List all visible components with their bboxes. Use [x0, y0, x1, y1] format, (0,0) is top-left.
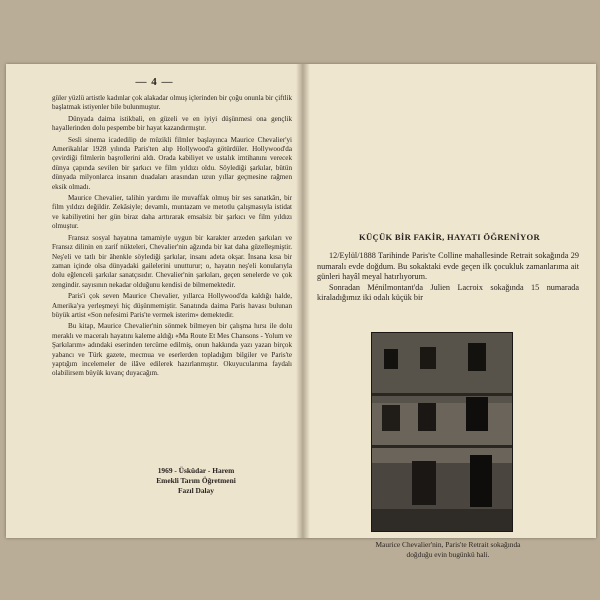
left-page — [6, 64, 303, 538]
paragraph: Fransız sosyal hayatına tamamiyle uygun bir karakter arzeden şarkıları ve Fransız dilinin en zarif nükteleri, Chevalier'nin ağzında bir kat daha güzelleşmiştir. Neş'eli ve tatlı bir âhenkle söylediği şarkılar, insanı adeta okşar. İnsana kısa bir zaman içinde olsa dünyadaki gailelerini unutturur; o, hayatın neş'eli konularıyla dolu eğlenceli şarkılar sanatçısıdır. Chevalier'nin şarkıları, geçen senelerde ve çok zengindir. sayısının nekadar olduğunu kendisi de bilmemektedir. — [52, 233, 292, 289]
signature-name: Fazıl Dalay — [178, 486, 214, 495]
house-photo-image — [372, 333, 512, 531]
paragraph: Dünyada daima istikbali, en güzeli ve en iyiyi düşünmesi ona gençlik hayallerinden dolu pespembe bir hayat kazandırmıştır. — [52, 114, 292, 133]
signature-title: Emekli Tarım Öğretmeni — [156, 476, 236, 485]
paragraph: Maurice Chevalier, talihin yardımı ile muvaffak olmuş bir ses sanatkârı, bir film yıldızı değildir. Zekâsiyle; devamlı, muntazam ve metotlu çalışmasıyla istidat ve kabiliyetini her gün biraz daha arttırarak emsalsiz bir şarkıcı ve film yıldızı olmuştur. — [52, 194, 292, 231]
signature-date-place: 1969 - Üsküdar - Harem — [157, 466, 235, 475]
book-spread — [6, 64, 596, 559]
photo-caption — [317, 540, 579, 559]
page-number: — 4 — — [135, 76, 174, 88]
house-photo — [371, 332, 513, 532]
right-body-text — [317, 251, 579, 304]
paragraph: Sesli sinema icadedilip de müzikli filmler başlayınca Maurice Chevalier'yi Amerikalılar 1928 yılında Paris'ten alıp Hollywood'a götürdüler. Hollywood'da çevirdiği filmlerin başrollerini aldı. Orada kabiliyet ve ustalık imtihanını verecek dünya çapında sevilen bir şarkıcı ve film yıldızı oldu. Söylediği şarkılar, bütün dünyada milyonlarca insanın duadaları arasından uzun yıllar geçmesine rağmen eksik olmadı. — [52, 135, 292, 191]
photo-caption-line1: Maurice Chevalier'nin, Paris'te Retrait sokağında — [375, 540, 521, 549]
paragraph: güler yüzlü artistle kadınlar çok alakadar olmuş içlerinden bir çoğu onunla bir çiftlik başlatmak istiyenler bile bulunmuştur. — [52, 94, 292, 112]
paragraph: Paris'i çok seven Maurice Chevalier, yıllarca Hollywood'da kaldığı halde, Amerika'ya yerleşmeyi hiç düşünmemiştir. Sanatında daima Paris havası bulunan büyük artist «Son nefesimi Paris'te vermek isterim» demektedir. — [52, 292, 292, 319]
paragraph: Sonradan Ménilmontant'da Julien Lacroix sokağında 15 numarada kiraladığımız iki odalı küçük bir — [317, 282, 579, 303]
book-gutter — [296, 64, 310, 538]
paragraph: Bu kitap, Maurice Chevalier'nin sönmek bilmeyen bir çalışma hırsı ile dolu meraklı ve maceralı hayatını kaleme aldığı «Ma Route Et Mes Chansons - Yolum ve Şarkılarım» adındaki eserinden tercüme edilmiş, onun hakkında yazı yazan birçok yabancı ve Türk gazete, mecmua ve eserlerden topladığım bilgiler ve Paris'te yaptığım incelemeler de ilâve edilerek hazırlanmıştır. Okuyucularıma faydalı olabilirsem büyük kıvanç duyacağım. — [52, 322, 292, 378]
left-body-text — [52, 94, 292, 381]
chapter-title: KÜÇÜK BİR FAKİR, HAYATI ÖĞRENİYOR — [358, 232, 541, 242]
right-page — [303, 64, 596, 559]
author-signature — [116, 466, 276, 496]
paragraph: 12/Eylül/1888 Tarihinde Paris'te Colline mahallesinde Retrait sokağında 29 numaralı evde doğdum. Bu sokaktaki evde geçen ilk çocukluk zamanlarıma ait günleri hayâl meyal hatırlıyorum. — [317, 251, 579, 282]
photo-caption-line2: doğduğu evin bugünkü hali. — [406, 549, 490, 559]
